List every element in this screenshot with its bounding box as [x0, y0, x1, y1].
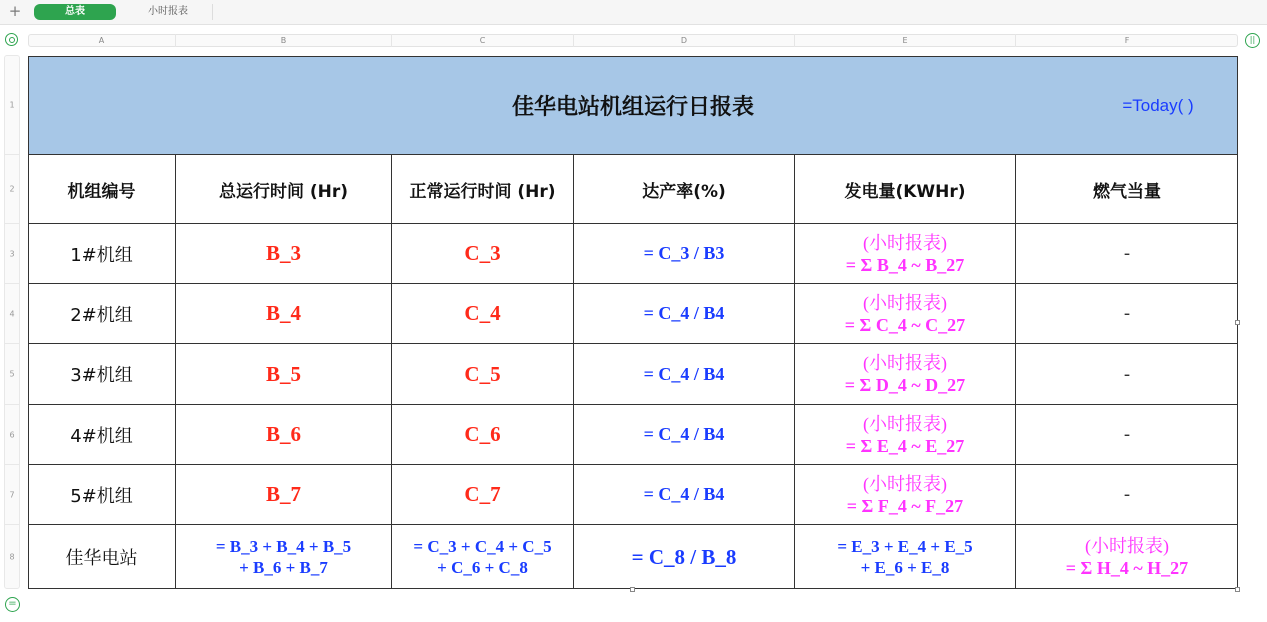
- normal-runtime-cell[interactable]: C_7: [392, 465, 574, 525]
- gas-formula: = Σ H_4 ~ H_27: [1065, 558, 1189, 578]
- gas-equivalent-cell[interactable]: -: [1016, 405, 1238, 465]
- sheet-tab-bar: [0, 0, 1267, 25]
- row-header-8[interactable]: 8: [9, 552, 15, 562]
- gas-equivalent-cell[interactable]: -: [1016, 284, 1238, 344]
- station-capacity-rate-cell[interactable]: = C_8 / B_8: [574, 525, 795, 589]
- capacity-rate-cell[interactable]: = C_4 / B4: [574, 405, 795, 465]
- header-gas-equivalent[interactable]: 燃气当量: [1016, 155, 1238, 224]
- normal-runtime-cell[interactable]: C_3: [392, 224, 574, 284]
- capacity-rate-cell[interactable]: = C_3 / B3: [574, 224, 795, 284]
- total-runtime-sum-cell[interactable]: [176, 525, 392, 589]
- capacity-rate-cell[interactable]: = C_4 / B4: [574, 465, 795, 525]
- resize-handle-bottom[interactable]: [630, 587, 635, 592]
- column-header-c[interactable]: C: [392, 34, 574, 47]
- station-power-sum-cell[interactable]: [795, 525, 1016, 589]
- freeze-rows-icon[interactable]: =: [5, 597, 20, 612]
- power-generation-cell[interactable]: [795, 284, 1016, 344]
- row-header-7[interactable]: 7: [5, 465, 19, 525]
- power-generation-cell[interactable]: [795, 405, 1016, 465]
- row-header-5[interactable]: 5: [5, 344, 19, 405]
- spreadsheet-table: [28, 56, 1238, 589]
- power-formula: = Σ F_4 ~ F_27: [846, 495, 964, 516]
- total-runtime-cell[interactable]: B_4: [176, 284, 392, 344]
- station-name-cell[interactable]: 佳华电站: [28, 525, 176, 589]
- total-runtime-cell[interactable]: B_6: [176, 405, 392, 465]
- unit-name-cell[interactable]: 5#机组: [28, 465, 176, 525]
- total-runtime-cell[interactable]: B_5: [176, 344, 392, 405]
- formula-line-1: = E_3 + E_4 + E_5: [837, 537, 973, 556]
- unit-name-cell[interactable]: 3#机组: [28, 344, 176, 405]
- power-source-label: (小时报表): [863, 473, 947, 494]
- formula-line-1: = B_3 + B_4 + B_5: [215, 537, 352, 556]
- row-header-3[interactable]: 3: [5, 224, 19, 284]
- resize-handle-right[interactable]: [1235, 320, 1240, 325]
- header-power-generation[interactable]: 发电量(KWHr): [795, 155, 1016, 224]
- row-header-1[interactable]: 1: [5, 56, 19, 155]
- date-formula: =Today( ): [1122, 95, 1194, 115]
- formula-line-2: + B_6 + B_7: [239, 558, 328, 577]
- power-formula: = Σ E_4 ~ E_27: [845, 435, 965, 456]
- formula-line-1: = C_3 + C_4 + C_5: [413, 537, 552, 556]
- normal-runtime-cell[interactable]: C_4: [392, 284, 574, 344]
- power-formula: = Σ B_4 ~ B_27: [845, 254, 965, 275]
- column-header-d[interactable]: D: [574, 34, 795, 47]
- header-capacity-rate[interactable]: 达产率(%): [574, 155, 795, 224]
- total-runtime-cell[interactable]: B_7: [176, 465, 392, 525]
- column-header-e[interactable]: E: [795, 34, 1016, 47]
- row-header-4[interactable]: 4: [5, 284, 19, 344]
- row-header-2[interactable]: 2: [5, 155, 19, 224]
- column-header-b[interactable]: B: [176, 34, 392, 47]
- power-source-label: (小时报表): [863, 232, 947, 253]
- power-source-label: (小时报表): [863, 413, 947, 434]
- formula-line-2: + E_6 + E_8: [860, 558, 950, 577]
- normal-runtime-cell[interactable]: C_6: [392, 405, 574, 465]
- unit-name-cell[interactable]: 4#机组: [28, 405, 176, 465]
- gas-equivalent-cell[interactable]: -: [1016, 344, 1238, 405]
- power-generation-cell[interactable]: [795, 224, 1016, 284]
- report-title: 佳华电站机组运行日报表: [511, 95, 754, 120]
- formula-line-2: + C_6 + C_8: [437, 558, 528, 577]
- power-generation-cell[interactable]: [795, 465, 1016, 525]
- power-generation-cell[interactable]: [795, 344, 1016, 405]
- select-all-icon[interactable]: [5, 33, 18, 46]
- power-formula: = Σ C_4 ~ C_27: [844, 314, 966, 335]
- header-normal-runtime[interactable]: 正常运行时间 (Hr): [392, 155, 574, 224]
- resize-handle-corner[interactable]: [1235, 587, 1240, 592]
- normal-runtime-sum-cell[interactable]: [392, 525, 574, 589]
- add-sheet-button[interactable]: +: [8, 2, 22, 20]
- total-runtime-cell[interactable]: B_3: [176, 224, 392, 284]
- capacity-rate-cell[interactable]: = C_4 / B4: [574, 344, 795, 405]
- column-header-a[interactable]: A: [28, 34, 176, 47]
- unit-name-cell[interactable]: 2#机组: [28, 284, 176, 344]
- header-unit-id[interactable]: 机组编号: [28, 155, 176, 224]
- unit-name-cell[interactable]: 1#机组: [28, 224, 176, 284]
- station-gas-equivalent-cell[interactable]: [1016, 525, 1238, 589]
- tab-hourly-report[interactable]: 小时报表: [124, 4, 213, 20]
- power-source-label: (小时报表): [863, 292, 947, 313]
- power-formula: = Σ D_4 ~ D_27: [844, 375, 966, 395]
- gas-equivalent-cell[interactable]: -: [1016, 465, 1238, 525]
- normal-runtime-cell[interactable]: C_5: [392, 344, 574, 405]
- gas-source-label: (小时报表): [1085, 536, 1169, 556]
- capacity-rate-cell[interactable]: = C_4 / B4: [574, 284, 795, 344]
- gas-equivalent-cell[interactable]: -: [1016, 224, 1238, 284]
- row-header-6[interactable]: 6: [5, 405, 19, 465]
- tab-summary[interactable]: 总表: [34, 4, 116, 20]
- header-total-runtime[interactable]: 总运行时间 (Hr): [176, 155, 392, 224]
- freeze-columns-icon[interactable]: ||: [1245, 33, 1260, 48]
- column-header-f[interactable]: F: [1124, 36, 1130, 45]
- power-source-label: (小时报表): [863, 353, 947, 373]
